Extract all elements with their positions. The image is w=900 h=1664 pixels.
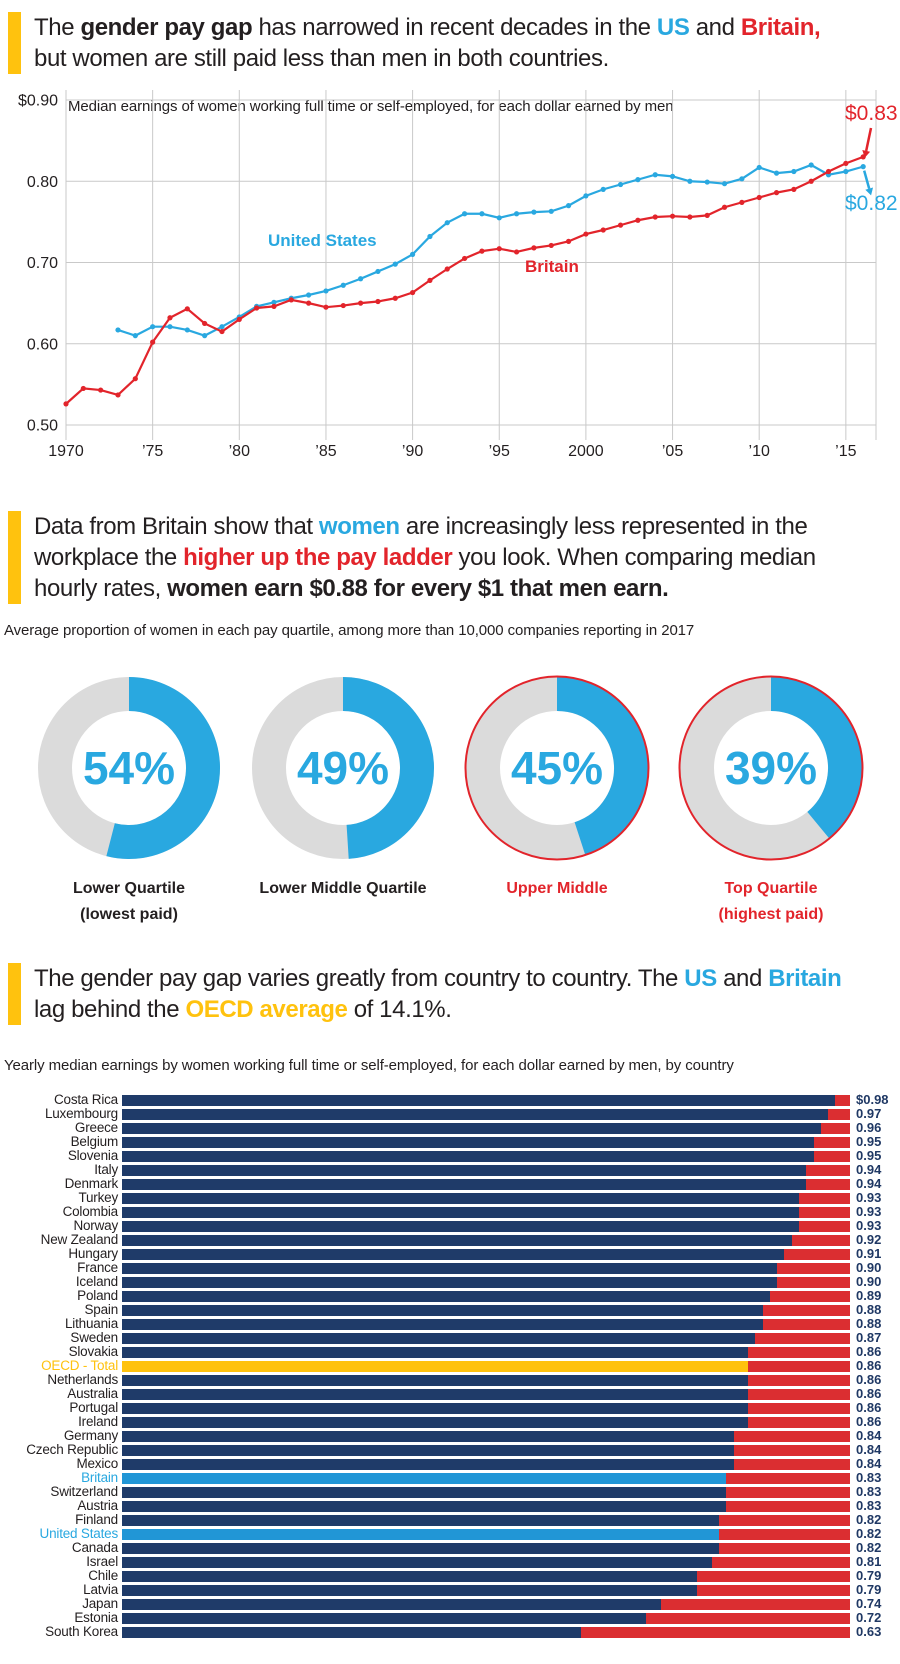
value-label: $0.98	[856, 1092, 889, 1107]
country-label: Finland	[75, 1512, 118, 1527]
bar-row-united-states	[0, 1527, 900, 1541]
country-label: New Zealand	[40, 1232, 118, 1247]
earnings-segment	[122, 1165, 806, 1176]
earnings-segment	[122, 1417, 748, 1428]
earnings-segment	[122, 1557, 712, 1568]
bar-row-south-korea	[0, 1625, 900, 1639]
country-label: Estonia	[74, 1610, 118, 1625]
value-label: 0.83	[856, 1498, 882, 1513]
bar-row-switzerland	[0, 1485, 900, 1499]
pay-gap-bar	[122, 1403, 850, 1414]
pay-gap-bar	[122, 1501, 850, 1512]
value-label: 0.86	[856, 1372, 882, 1387]
bar-row-ireland	[0, 1415, 900, 1429]
pay-gap-bar	[122, 1263, 850, 1274]
donut-chart-subtitle: Average proportion of women in each pay quartile, among more than 10,000 companies reporting in 2017	[4, 622, 695, 639]
yellow-accent-bar	[8, 511, 21, 604]
line-chart-svg	[0, 88, 900, 463]
pay-gap-bar	[122, 1529, 850, 1540]
earnings-segment	[122, 1235, 792, 1246]
bar-row-hungary	[0, 1247, 900, 1261]
pay-gap-bar	[122, 1613, 850, 1624]
svg-text:0.50: 0.50	[26, 417, 58, 435]
country-label: Britain	[81, 1470, 118, 1485]
earnings-segment	[122, 1333, 755, 1344]
value-label: 0.82	[856, 1540, 882, 1555]
line-chart-subtitle: Median earnings of women working full time or self-employed, for each dollar earned by men	[68, 98, 674, 115]
yellow-accent-bar	[8, 12, 21, 74]
pay-gap-bar	[122, 1235, 850, 1246]
bar-row-denmark	[0, 1177, 900, 1191]
value-label: 0.82	[856, 1526, 882, 1541]
earnings-segment	[122, 1277, 777, 1288]
value-label: 0.79	[856, 1582, 882, 1597]
section-quartile-header	[8, 511, 816, 604]
pay-gap-bar	[122, 1207, 850, 1218]
value-label: 0.86	[856, 1414, 882, 1429]
svg-text:’75: ’75	[141, 443, 164, 460]
bar-row-mexico	[0, 1457, 900, 1471]
headline-trend	[34, 12, 820, 74]
headline-line: Data from Britain show that women are increasingly less represented in the	[34, 513, 808, 540]
value-label: 0.86	[856, 1400, 882, 1415]
svg-text:$0.90: $0.90	[17, 92, 58, 110]
bar-row-slovenia	[0, 1149, 900, 1163]
country-label: United States	[39, 1526, 118, 1541]
country-label: Greece	[74, 1120, 118, 1135]
svg-text:0.80: 0.80	[26, 173, 58, 191]
pay-gap-bar	[122, 1319, 850, 1330]
series-label: United States	[268, 231, 377, 250]
donut-39	[671, 668, 871, 868]
pay-gap-bar	[122, 1305, 850, 1316]
bar-row-colombia	[0, 1205, 900, 1219]
bar-row-spain	[0, 1303, 900, 1317]
earnings-segment	[122, 1095, 835, 1106]
bar-row-turkey	[0, 1191, 900, 1205]
svg-text:’05: ’05	[661, 443, 684, 460]
value-label: 0.93	[856, 1204, 882, 1219]
svg-text:’85: ’85	[315, 443, 337, 460]
bar-row-canada	[0, 1541, 900, 1555]
pay-gap-bar	[122, 1557, 850, 1568]
country-label: Slovenia	[67, 1148, 118, 1163]
country-label: Belgium	[70, 1134, 118, 1149]
donut-percent: 45%	[510, 742, 604, 794]
earnings-segment	[122, 1151, 814, 1162]
earnings-segment	[122, 1137, 814, 1148]
bar-row-luxembourg	[0, 1107, 900, 1121]
pay-gap-bar	[122, 1571, 850, 1582]
country-label: Switzerland	[50, 1484, 118, 1499]
pay-gap-bar	[122, 1389, 850, 1400]
value-label: 0.91	[856, 1246, 882, 1261]
value-label: 0.86	[856, 1358, 882, 1373]
value-label: 0.96	[856, 1120, 882, 1135]
donut-percent: 49%	[296, 742, 390, 794]
earnings-segment	[122, 1179, 806, 1190]
bar-row-austria	[0, 1499, 900, 1513]
earnings-segment	[122, 1207, 799, 1218]
country-label: Chile	[88, 1568, 118, 1583]
bar-row-chile	[0, 1569, 900, 1583]
bar-row-britain	[0, 1471, 900, 1485]
earnings-segment	[122, 1627, 581, 1638]
earnings-segment	[122, 1445, 734, 1456]
series-britain	[63, 102, 897, 406]
donut-49	[243, 668, 443, 868]
value-label: 0.82	[856, 1512, 882, 1527]
yellow-accent-bar	[8, 963, 21, 1025]
earnings-segment	[122, 1459, 734, 1470]
headline-line: hourly rates, women earn $0.88 for every $1 that men earn.	[34, 575, 669, 602]
headline-quartiles	[34, 511, 816, 604]
country-label: Norway	[73, 1218, 118, 1233]
earnings-segment	[122, 1221, 799, 1232]
value-label: 0.84	[856, 1442, 882, 1457]
earnings-segment	[122, 1487, 726, 1498]
pay-gap-bar	[122, 1515, 850, 1526]
bar-row-norway	[0, 1219, 900, 1233]
pay-gap-bar	[122, 1543, 850, 1554]
country-label: Lithuania	[65, 1316, 118, 1331]
pay-gap-bar	[122, 1361, 850, 1372]
svg-text:2000: 2000	[568, 443, 604, 460]
bar-row-sweden	[0, 1331, 900, 1345]
donut-label: Upper Middle	[506, 880, 608, 897]
headline-line: workplace the higher up the pay ladder you look. When comparing median	[34, 544, 816, 571]
value-label: 0.94	[856, 1176, 882, 1191]
earnings-segment	[122, 1431, 734, 1442]
bar-row-greece	[0, 1121, 900, 1135]
country-label: Poland	[77, 1288, 118, 1303]
country-label: Austria	[77, 1498, 118, 1513]
donut-percent: 54%	[82, 742, 176, 794]
pay-gap-bar	[122, 1151, 850, 1162]
value-label: 0.95	[856, 1148, 882, 1163]
earnings-segment	[122, 1389, 748, 1400]
country-label: Portugal	[69, 1400, 118, 1415]
pay-gap-bar	[122, 1627, 850, 1638]
section-country-header	[8, 963, 841, 1025]
country-label: Ireland	[78, 1414, 118, 1429]
earnings-segment	[122, 1361, 748, 1372]
country-label: Colombia	[62, 1204, 118, 1219]
value-label: 0.63	[856, 1624, 882, 1639]
headline-line: The gender pay gap has narrowed in recent decades in the US and Britain,	[34, 14, 821, 41]
earnings-segment	[122, 1403, 748, 1414]
bar-row-belgium	[0, 1135, 900, 1149]
earnings-segment	[122, 1599, 661, 1610]
section-trend-header	[8, 12, 820, 74]
earnings-segment	[122, 1375, 748, 1386]
earnings-segment	[122, 1515, 719, 1526]
svg-text:’90: ’90	[401, 443, 424, 460]
donut-label: Lower Middle Quartile	[259, 880, 427, 897]
pay-gap-bar	[122, 1585, 850, 1596]
series-label: Britain	[525, 257, 579, 276]
headline-line: The gender pay gap varies greatly from country to country. The US and Britain	[34, 965, 842, 992]
value-label: 0.81	[856, 1554, 882, 1569]
country-label: Mexico	[76, 1456, 118, 1471]
bar-row-finland	[0, 1513, 900, 1527]
bar-row-costa-rica	[0, 1093, 900, 1107]
donut-54	[29, 668, 229, 868]
bar-row-japan	[0, 1597, 900, 1611]
value-label: 0.86	[856, 1344, 882, 1359]
value-label: 0.87	[856, 1330, 882, 1345]
donut-label: Lower Quartile (lowest paid)	[72, 880, 186, 923]
value-label: 0.86	[856, 1386, 882, 1401]
earnings-segment	[122, 1123, 821, 1134]
country-label: Luxembourg	[44, 1106, 118, 1121]
country-label: Netherlands	[47, 1372, 118, 1387]
value-label: 0.79	[856, 1568, 882, 1583]
pay-gap-bar	[122, 1249, 850, 1260]
headline-countries	[34, 963, 841, 1025]
bar-row-israel	[0, 1555, 900, 1569]
value-label: 0.88	[856, 1302, 882, 1317]
value-label: 0.93	[856, 1190, 882, 1205]
country-bar-chart	[0, 1093, 900, 1639]
value-label: 0.90	[856, 1260, 882, 1275]
value-label: 0.93	[856, 1218, 882, 1233]
bar-row-australia	[0, 1387, 900, 1401]
bar-row-iceland	[0, 1275, 900, 1289]
bar-row-germany	[0, 1429, 900, 1443]
line-chart	[0, 88, 900, 463]
earnings-segment	[122, 1529, 719, 1540]
country-label: Germany	[63, 1428, 118, 1443]
svg-text:0.70: 0.70	[26, 255, 58, 272]
country-label: Israel	[86, 1554, 118, 1569]
earnings-segment	[122, 1473, 726, 1484]
series-end-value: $0.83	[845, 102, 898, 125]
svg-text:’15: ’15	[835, 443, 857, 460]
pay-gap-bar	[122, 1165, 850, 1176]
country-label: Iceland	[75, 1274, 118, 1289]
pay-gap-bar	[122, 1193, 850, 1204]
earnings-segment	[122, 1543, 719, 1554]
pay-gap-bar	[122, 1109, 850, 1120]
value-label: 0.92	[856, 1232, 882, 1247]
value-label: 0.89	[856, 1288, 882, 1303]
pay-gap-bar	[122, 1333, 850, 1344]
bar-row-netherlands	[0, 1373, 900, 1387]
pay-gap-bar	[122, 1459, 850, 1470]
bar-chart-subtitle: Yearly median earnings by women working full time or self-employed, for each dollar earned by men, by country	[4, 1057, 734, 1074]
pay-gap-bar	[122, 1473, 850, 1484]
country-label: Slovakia	[68, 1344, 118, 1359]
series-end-value: $0.82	[845, 192, 898, 215]
pay-gap-bar	[122, 1095, 850, 1106]
headline-line: but women are still paid less than men in both countries.	[34, 45, 609, 72]
svg-text:0.60: 0.60	[26, 336, 58, 354]
bar-row-latvia	[0, 1583, 900, 1597]
country-label: Japan	[82, 1596, 118, 1611]
value-label: 0.95	[856, 1134, 882, 1149]
pay-gap-bar	[122, 1487, 850, 1498]
earnings-segment	[122, 1319, 763, 1330]
country-label: Turkey	[78, 1190, 118, 1205]
country-label: Canada	[71, 1540, 118, 1555]
earnings-segment	[122, 1585, 697, 1596]
svg-text:’95: ’95	[488, 443, 510, 460]
value-label: 0.90	[856, 1274, 882, 1289]
earnings-segment	[122, 1291, 770, 1302]
country-label: Sweden	[70, 1330, 118, 1345]
bar-row-czech-republic	[0, 1443, 900, 1457]
pay-gap-bar	[122, 1221, 850, 1232]
donut-45	[457, 668, 657, 868]
value-label: 0.97	[856, 1106, 882, 1121]
country-label: Australia	[67, 1386, 118, 1401]
country-label: Costa Rica	[53, 1092, 118, 1107]
earnings-segment	[122, 1501, 726, 1512]
country-label: OECD - Total	[41, 1358, 118, 1373]
value-label: 0.84	[856, 1456, 882, 1471]
bar-row-italy	[0, 1163, 900, 1177]
bar-row-poland	[0, 1289, 900, 1303]
earnings-segment	[122, 1263, 777, 1274]
value-label: 0.74	[856, 1596, 882, 1611]
earnings-segment	[122, 1571, 697, 1582]
value-label: 0.72	[856, 1610, 882, 1625]
donut-label: Top Quartile (highest paid)	[718, 880, 824, 923]
value-label: 0.88	[856, 1316, 882, 1331]
pay-gap-bar	[122, 1277, 850, 1288]
pay-gap-bar	[122, 1375, 850, 1386]
earnings-segment	[122, 1249, 784, 1260]
pay-gap-bar	[122, 1291, 850, 1302]
earnings-segment	[122, 1109, 828, 1120]
pay-gap-bar	[122, 1431, 850, 1442]
value-label: 0.84	[856, 1428, 882, 1443]
country-label: France	[77, 1260, 118, 1275]
bar-row-new-zealand	[0, 1233, 900, 1247]
pay-gap-bar	[122, 1123, 850, 1134]
earnings-segment	[122, 1347, 748, 1358]
gridlines	[66, 90, 876, 440]
country-label: Spain	[84, 1302, 118, 1317]
bar-row-france	[0, 1261, 900, 1275]
earnings-segment	[122, 1613, 646, 1624]
country-label: Latvia	[83, 1582, 118, 1597]
value-label: 0.94	[856, 1162, 882, 1177]
value-label: 0.83	[856, 1470, 882, 1485]
country-label: Italy	[94, 1162, 118, 1177]
bar-row-portugal	[0, 1401, 900, 1415]
country-label: Czech Republic	[26, 1442, 118, 1457]
pay-gap-bar	[122, 1347, 850, 1358]
country-label: Denmark	[64, 1176, 118, 1191]
pay-gap-bar	[122, 1417, 850, 1428]
pay-gap-bar	[122, 1179, 850, 1190]
pay-gap-bar	[122, 1599, 850, 1610]
svg-text:1970: 1970	[48, 443, 84, 460]
bar-row-slovakia	[0, 1345, 900, 1359]
pay-gap-bar	[122, 1445, 850, 1456]
country-label: Hungary	[68, 1246, 118, 1261]
value-label: 0.83	[856, 1484, 882, 1499]
pay-gap-bar	[122, 1137, 850, 1148]
bar-row-lithuania	[0, 1317, 900, 1331]
svg-text:’80: ’80	[228, 443, 250, 460]
earnings-segment	[122, 1305, 763, 1316]
country-label: South Korea	[45, 1624, 118, 1639]
bar-row-oecd-total	[0, 1359, 900, 1373]
earnings-segment	[122, 1193, 799, 1204]
headline-line: lag behind the OECD average of 14.1%.	[34, 996, 452, 1023]
bar-row-estonia	[0, 1611, 900, 1625]
donut-percent: 39%	[724, 742, 818, 794]
svg-text:’10: ’10	[748, 443, 770, 460]
